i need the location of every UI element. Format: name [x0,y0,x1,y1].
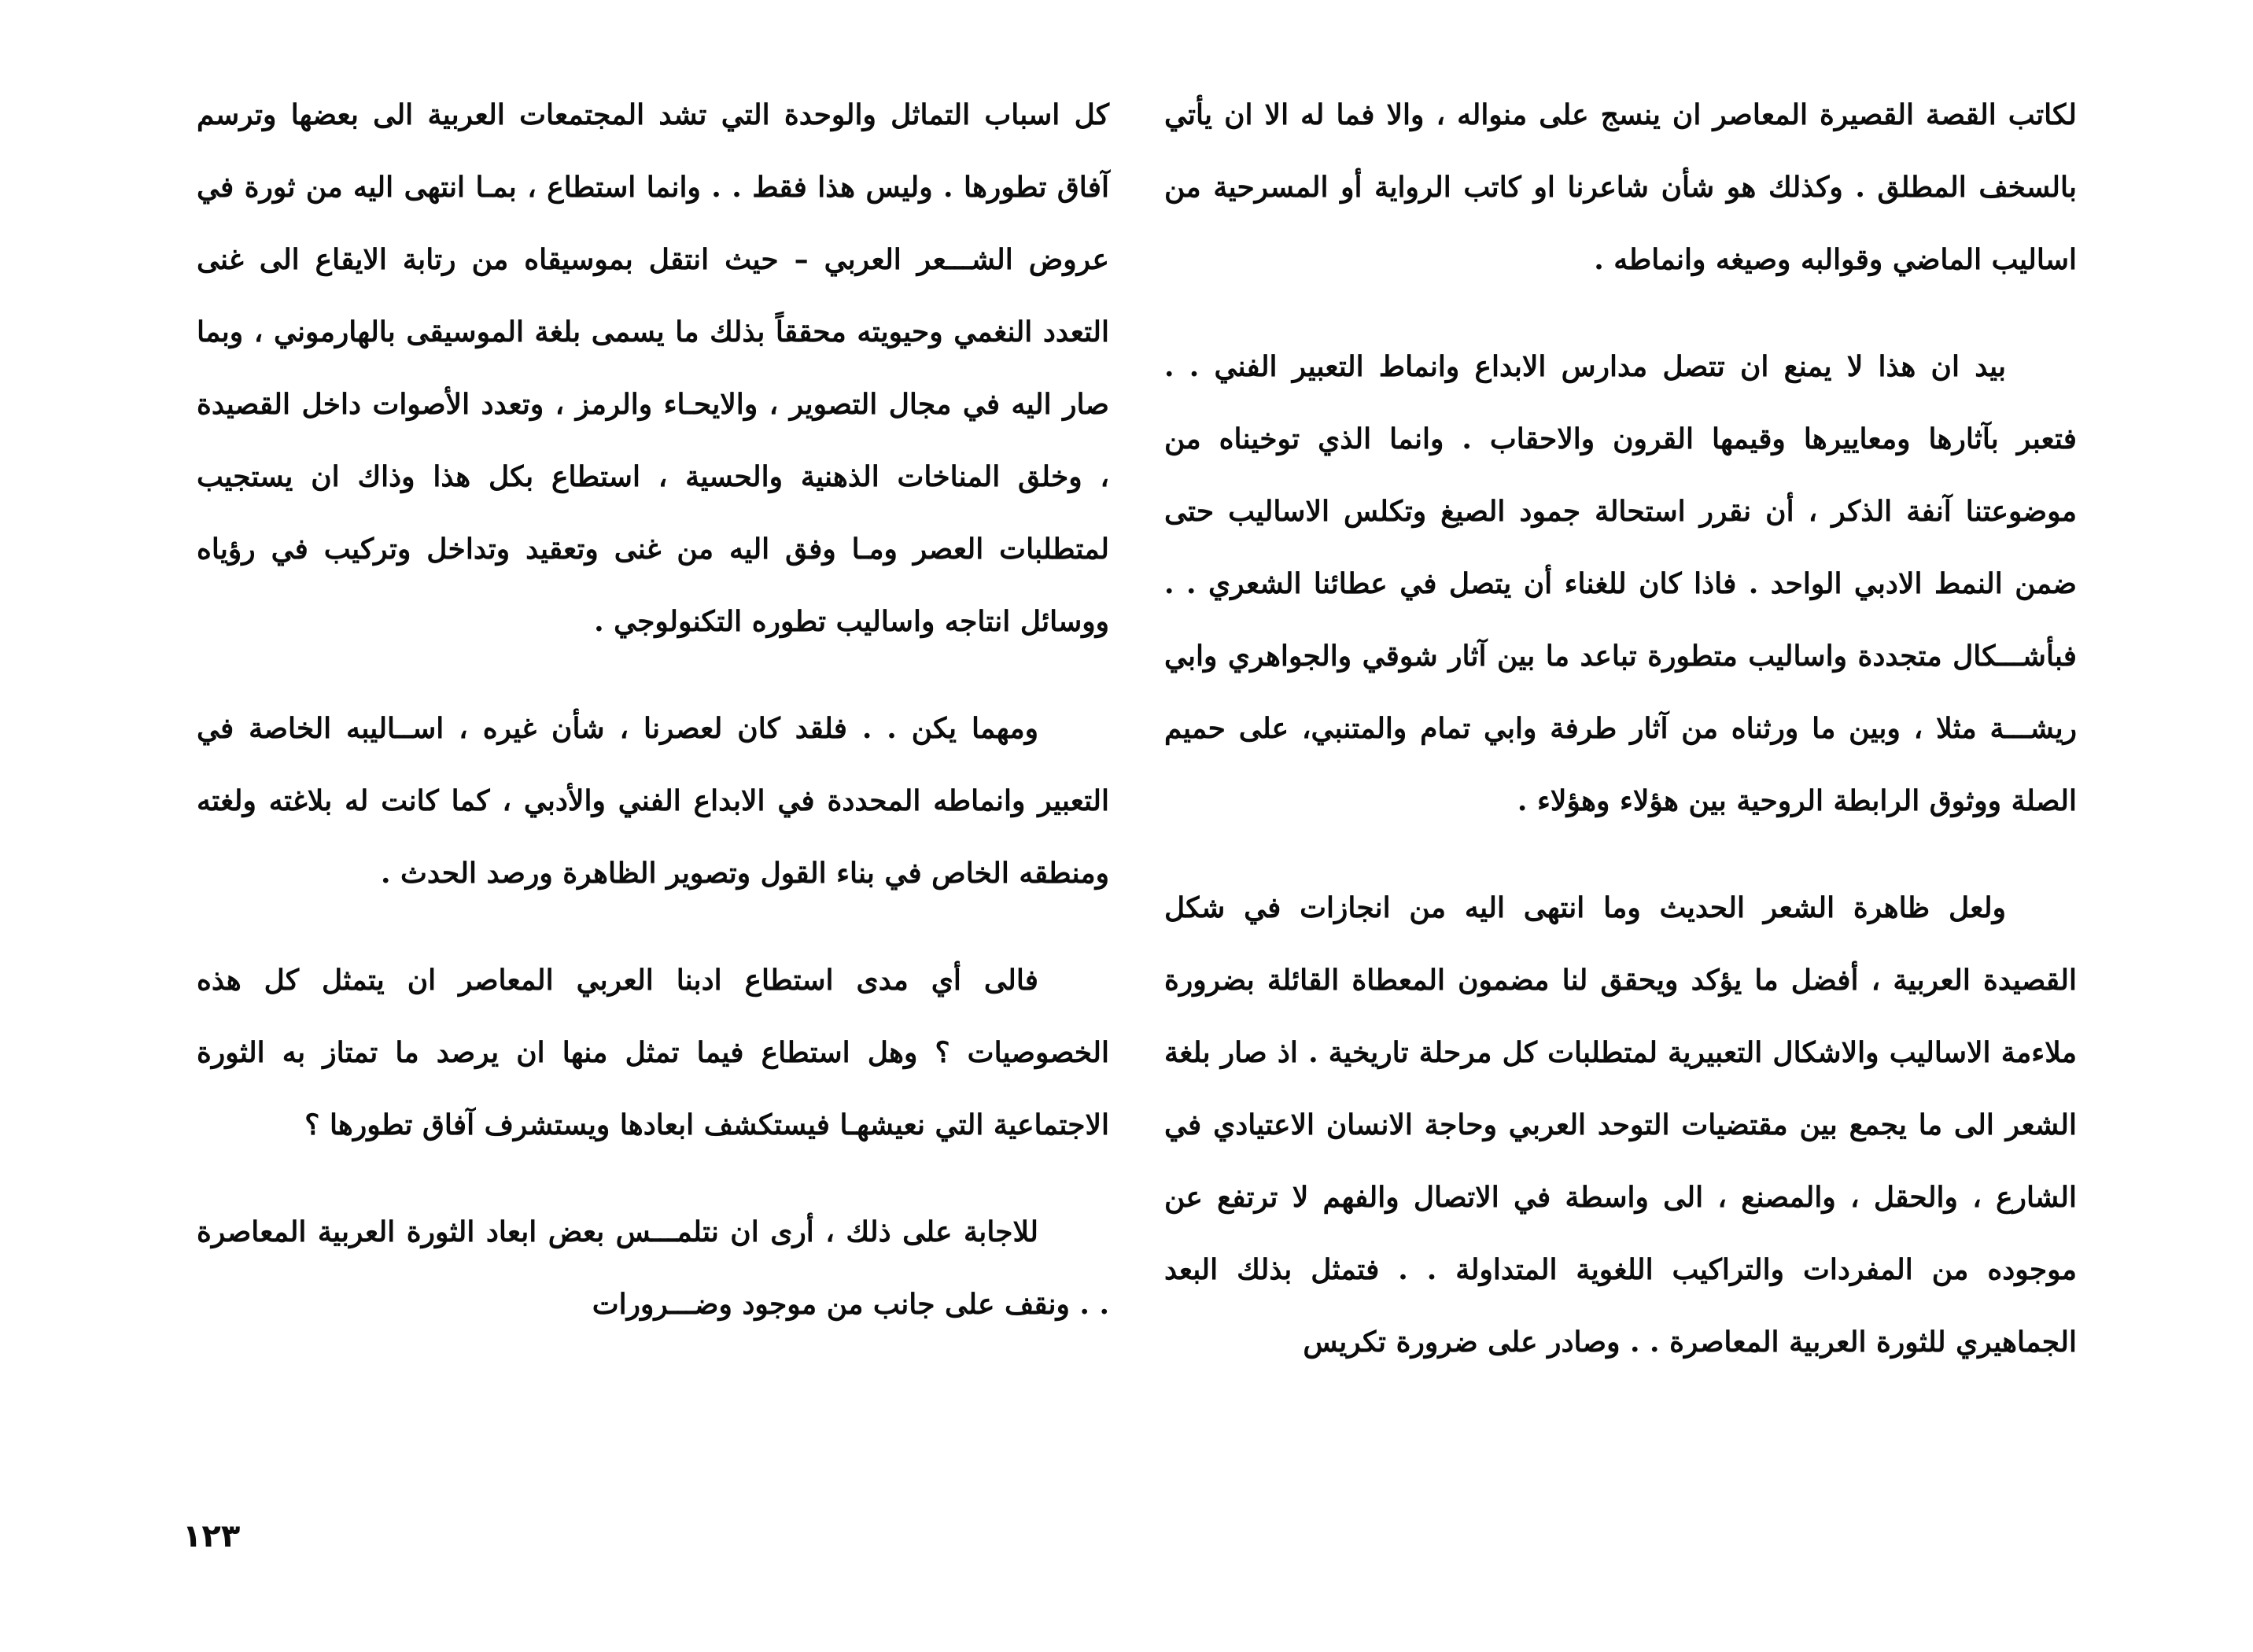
left-paragraph-4: للاجابة على ذلك ، أرى ان نتلمـــس بعض ابعاد الثورة العربية المعاصرة . . ونقف على جانب من موجود وضـــرورات [197,1215,1109,1321]
right-paragraph-3: ولعل ظاهرة الشعر الحديث وما انتهى اليه من انجازات في شكل القصيدة العربية ، أفضل ما يؤكد ويحقق لنا مضمون المعطاة القائلة بضرورة ملاءمة الاساليب والاشكال التعبيرية لمتطلبات كل مرحلة تاريخية . اذ صار بلغة الشعر الى ما يجمع بين مقتضيات التوحد العربي وحاجة الانسان الاعتيادي في الشارع ، والحقل ، والمصنع ، الى واسطة في الاتصال والفهم لا ترتفع عن موجوده من المفردات والتراكيب اللغوية المتداولة . . فتمثل بذلك البعد الجماهيري للثورة العربية المعاصرة . . وصادر على ضرورة تكريس [1164,891,2077,1359]
right-text-column [1164,79,2077,1413]
left-paragraph-3: فالى أي مدى استطاع ادبنا العربي المعاصر ان يتمثل كل هذه الخصوصيات ؟ وهل استطاع فيما تمثل منها ان يرصد ما تمتاز به الثورة الاجتماعية التي نعيشهـا فيستكشف ابعادها ويستشرف آفاق تطورها ؟ [197,964,1109,1141]
left-paragraph-2: ومهما يكن . . فلقد كان لعصرنا ، شأن غيره ، اســاليبه الخاصة في التعبير وانماطه المحددة في الابداع الفني والأدبي ، كما كانت له بلاغته ولغته ومنطقه الخاص في بناء القول وتصوير الظاهرة ورصد الحدث . [197,712,1109,890]
left-paragraph-1: كل اسباب التماثل والوحدة التي تشد المجتمعات العربية الى بعضها وترسم آفاق تطورها . وليس هذا فقط . . وانما استطاع ، بمـا انتهى اليه من ثورة في عروض الشـــعر العربي – حيث انتقل بموسيقاه من رتابة الايقاع الى غنى التعدد النغمي وحيويته محققاً بذلك ما يسمى بلغة الموسيقى بالهارموني ، وبما صار اليه في مجال التصوير ، والايحـاء والرمز ، وتعدد الأصوات داخل القصيدة ، وخلق المناخات الذهنية والحسية ، استطاع بكل هذا وذاك ان يستجيب لمتطلبات العصر ومـا وفق اليه من غنى وتعقيد وتداخل وتركيب في رؤياه ووسائل انتاجه واساليب تطوره التكنولوجي . [197,98,1109,638]
page-number: ١٢٣ [183,1518,241,1554]
left-text-column [197,79,1109,1375]
right-paragraph-2: بيد ان هذا لا يمنع ان تتصل مدارس الابداع وانماط التعبير الفني . . فتعبر بآثارها ومعاييرها وقيمها القرون والاحقاب . وانما الذي توخيناه من موضوعتنا آنفة الذكر ، أن نقرر استحالة جمود الصيغ وتكلس الاساليب حتى ضمن النمط الادبي الواحد . فاذا كان للغناء أن يتصل في عطائنا الشعري . . فبأشـــكال متجددة واساليب متطورة تباعد ما بين آثار شوقي والجواهري وابي ريشـــة مثلا ، وبين ما ورثناه من آثار طرفة وابي تمام والمتنبي، على حميم الصلة ووثوق الرابطة الروحية بين هؤلاء وهؤلاء . [1164,350,2077,817]
right-paragraph-1: لكاتب القصة القصيرة المعاصر ان ينسج على منواله ، والا فما له الا ان يأتي بالسخف المطلق . وكذلك هو شأن شاعرنا او كاتب الرواية أو المسرحية من اساليب الماضي وقوالبه وصيغه وانماطه . [1164,98,2077,276]
